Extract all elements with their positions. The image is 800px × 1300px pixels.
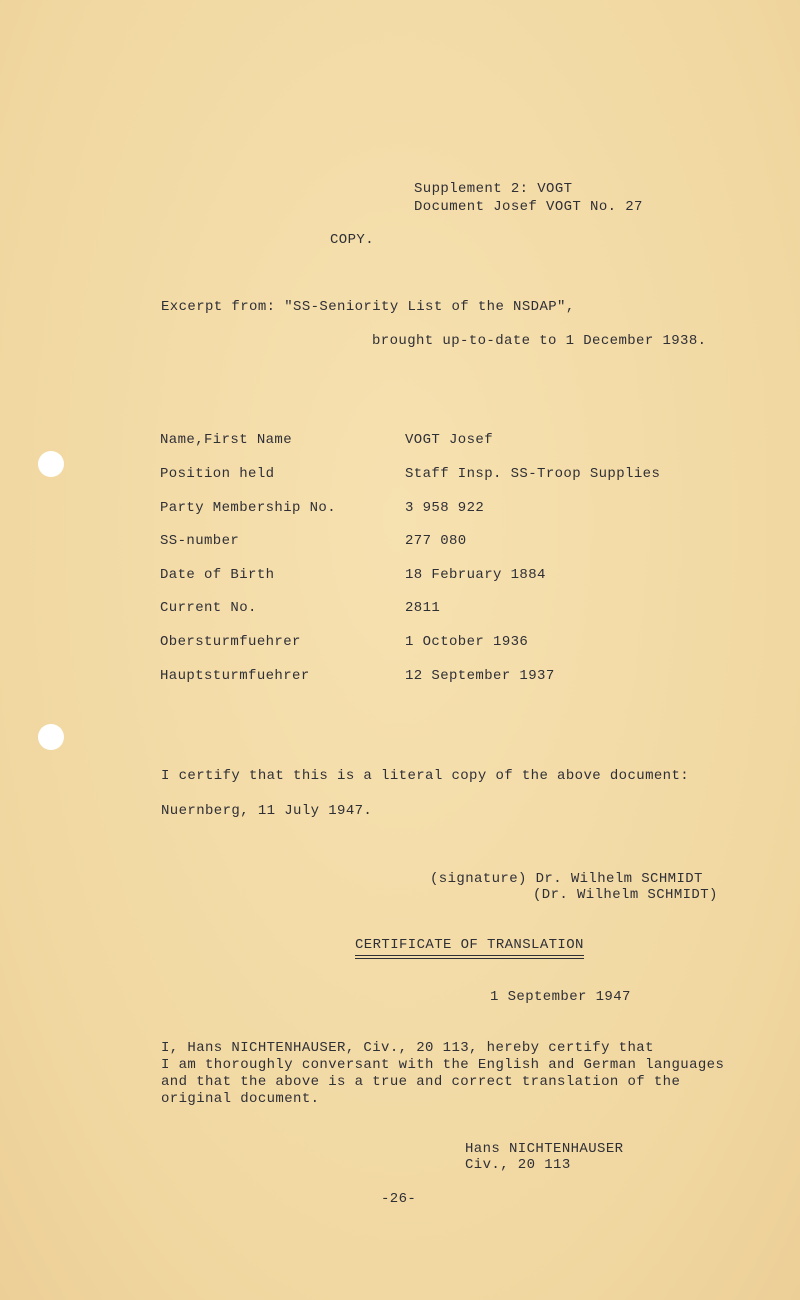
- supplement-label: Supplement 2: VOGT: [414, 181, 573, 197]
- detail-row: [160, 567, 720, 587]
- translation-line: I am thoroughly conversant with the English and German languages: [161, 1057, 725, 1073]
- detail-value: 277 080: [405, 533, 467, 549]
- certification-statement: I certify that this is a literal copy of the above document:: [161, 768, 690, 784]
- detail-label: Current No.: [160, 600, 257, 616]
- detail-label: SS-number: [160, 533, 240, 549]
- detail-row: [160, 500, 720, 520]
- punch-hole-bottom: [38, 724, 64, 750]
- detail-value: 1 October 1936: [405, 634, 529, 650]
- detail-row: [160, 600, 720, 620]
- document-number: Document Josef VOGT No. 27: [414, 199, 643, 215]
- detail-label: Name,First Name: [160, 432, 293, 448]
- detail-value: 3 958 922: [405, 500, 485, 516]
- detail-row: [160, 668, 720, 688]
- signature-name: (Dr. Wilhelm SCHMIDT): [533, 887, 718, 903]
- translation-line: original document.: [161, 1091, 320, 1107]
- detail-row: [160, 466, 720, 486]
- detail-value: 2811: [405, 600, 441, 616]
- punch-hole-top: [38, 451, 64, 477]
- translation-certificate-title: CERTIFICATE OF TRANSLATION: [355, 937, 584, 956]
- translation-date: 1 September 1947: [490, 989, 631, 1005]
- translator-id: Civ., 20 113: [465, 1157, 571, 1173]
- signature-line: (signature) Dr. Wilhelm SCHMIDT: [430, 871, 703, 887]
- translation-line: I, Hans NICHTENHAUSER, Civ., 20 113, hereby certify that: [161, 1040, 654, 1056]
- excerpt-line-1: Excerpt from: "SS-Seniority List of the NSDAP",: [161, 299, 575, 315]
- detail-label: Obersturmfuehrer: [160, 634, 301, 650]
- detail-value: Staff Insp. SS-Troop Supplies: [405, 466, 661, 482]
- certification-place-date: Nuernberg, 11 July 1947.: [161, 803, 373, 819]
- translation-paragraph: [161, 1040, 724, 1108]
- detail-label: Position held: [160, 466, 275, 482]
- translation-line: and that the above is a true and correct translation of the: [161, 1074, 681, 1090]
- detail-label: Hauptsturmfuehrer: [160, 668, 310, 684]
- translator-name: Hans NICHTENHAUSER: [465, 1141, 624, 1157]
- page-number: -26-: [381, 1191, 417, 1207]
- detail-value: VOGT Josef: [405, 432, 494, 448]
- detail-label: Date of Birth: [160, 567, 275, 583]
- detail-row: [160, 634, 720, 654]
- copy-label: COPY.: [330, 232, 375, 248]
- excerpt-line-2: brought up-to-date to 1 December 1938.: [372, 333, 707, 349]
- detail-label: Party Membership No.: [160, 500, 337, 516]
- detail-value: 18 February 1884: [405, 567, 546, 583]
- detail-value: 12 September 1937: [405, 668, 555, 684]
- detail-row: [160, 533, 720, 553]
- detail-row: [160, 432, 720, 452]
